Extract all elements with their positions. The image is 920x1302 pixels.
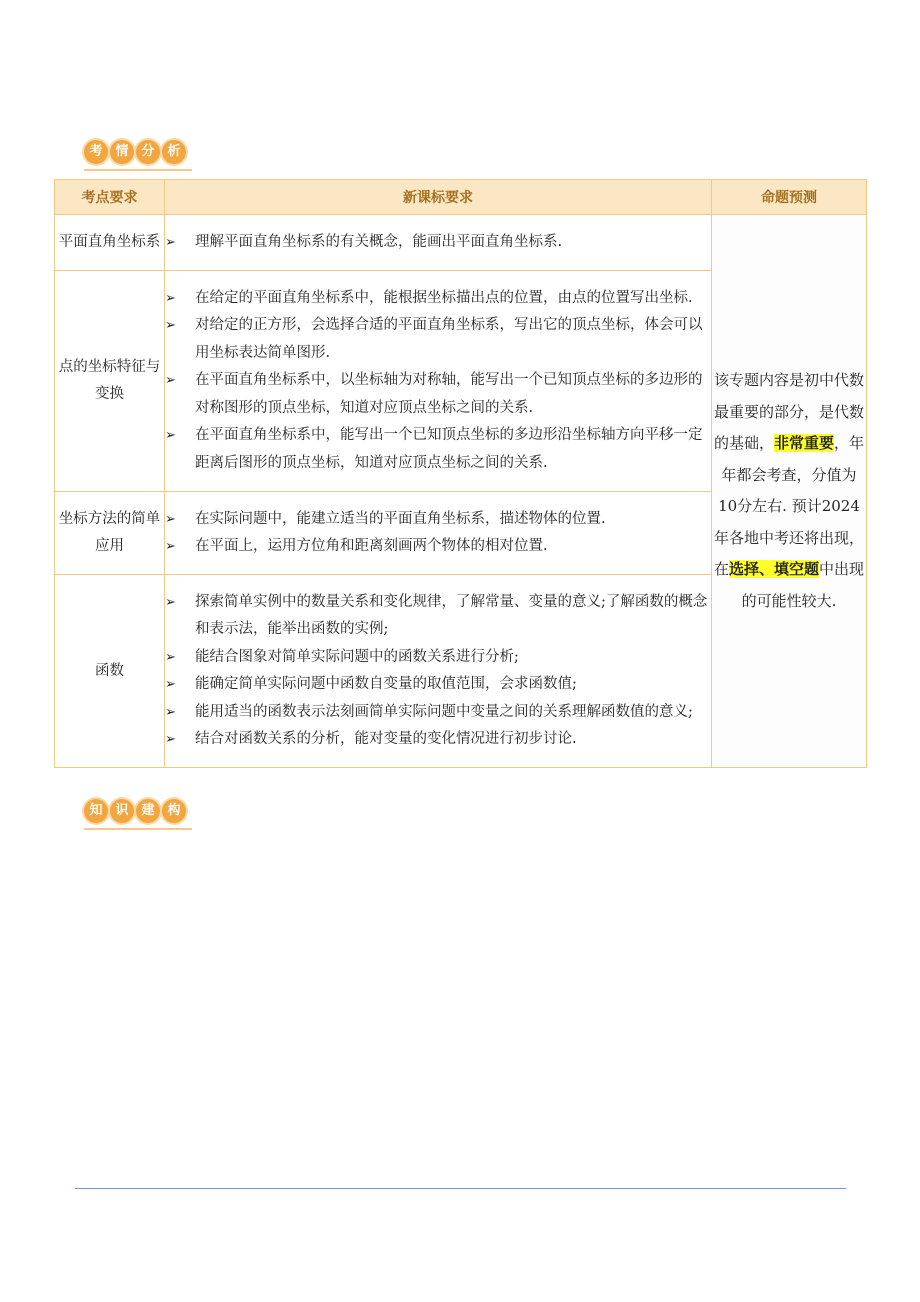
prediction-text: 中出现的可能性较大. xyxy=(741,560,865,610)
badge-char: 识 xyxy=(110,799,134,823)
table-row xyxy=(55,215,867,271)
arrow-bullet-icon: ➢ xyxy=(165,649,176,665)
requirement-text: 对给定的正方形，会选择合适的平面直角坐标系，写出它的顶点坐标，体会可以用坐标表达简单图形. xyxy=(195,317,703,361)
list-item xyxy=(165,644,711,672)
requirement-text: 结合对函数关系的分析，能对变量的变化情况进行初步讨论. xyxy=(195,731,577,747)
header-standards: 新课标要求 xyxy=(165,180,712,215)
list-item xyxy=(165,671,711,699)
topic-cell: 点的坐标特征与变换 xyxy=(55,271,165,492)
badge-underline xyxy=(84,828,192,830)
prediction-text: ，年年都会考查，分值为10分左右. 预计2024年各地中考还将出现，在 xyxy=(713,434,865,578)
requirements-cell xyxy=(165,271,712,492)
arrow-bullet-icon: ➢ xyxy=(165,290,176,306)
list-item xyxy=(165,533,711,561)
section-badge-analysis xyxy=(84,140,186,164)
table-header-row xyxy=(55,180,867,215)
footer-divider xyxy=(75,1188,846,1189)
topic-cell: 函数 xyxy=(55,575,165,768)
badge-char: 构 xyxy=(162,799,186,823)
badge-char: 建 xyxy=(136,799,160,823)
highlight-question-types: 选择、填空题 xyxy=(728,560,819,578)
list-item xyxy=(165,285,711,313)
section-badge-knowledge xyxy=(84,799,186,823)
arrow-bullet-icon: ➢ xyxy=(165,732,176,747)
requirement-text: 在平面直角坐标系中，能写出一个已知顶点坐标的多边形沿坐标轴方向平移一定距离后图形的顶点坐标，知道对应顶点坐标之间的关系. xyxy=(195,427,703,471)
badge-char: 考 xyxy=(84,140,108,164)
prediction-cell xyxy=(712,215,867,768)
prediction-text: 该专题内容是初中代数最重要的部分，是代数的基础， xyxy=(713,371,864,452)
requirements-cell xyxy=(165,575,712,768)
arrow-bullet-icon: ➢ xyxy=(165,677,176,692)
list-item xyxy=(165,589,711,644)
badge-char: 情 xyxy=(110,140,134,164)
badge-char: 析 xyxy=(162,140,186,164)
arrow-bullet-icon: ➢ xyxy=(165,511,176,527)
topic-cell: 平面直角坐标系 xyxy=(55,215,165,271)
requirement-text: 在实际问题中，能建立适当的平面直角坐标系，描述物体的位置. xyxy=(195,510,606,527)
requirement-text: 能结合图象对简单实际问题中的函数关系进行分析; xyxy=(195,648,519,665)
badge-underline xyxy=(84,169,192,171)
highlight-important: 非常重要 xyxy=(773,434,834,452)
requirement-text: 能确定简单实际问题中函数自变量的取值范围，会求函数值; xyxy=(195,676,577,692)
arrow-bullet-icon: ➢ xyxy=(165,428,176,444)
requirement-text: 在给定的平面直角坐标系中，能根据坐标描出点的位置，由点的位置写出坐标. xyxy=(195,289,693,306)
arrow-bullet-icon: ➢ xyxy=(165,318,176,334)
arrow-bullet-icon: ➢ xyxy=(165,373,176,389)
badge-char: 知 xyxy=(84,799,108,823)
requirement-text: 能用适当的函数表示法刻画简单实际问题中变量之间的关系理解函数值的意义; xyxy=(195,703,693,720)
requirements-cell xyxy=(165,492,712,575)
list-item xyxy=(165,229,711,257)
badge-char: 分 xyxy=(136,140,160,164)
exam-analysis-table xyxy=(54,179,867,768)
arrow-bullet-icon: ➢ xyxy=(165,234,176,250)
header-prediction: 命题预测 xyxy=(712,180,867,215)
list-item xyxy=(165,422,711,477)
arrow-bullet-icon: ➢ xyxy=(165,539,176,554)
header-topic: 考点要求 xyxy=(55,180,165,215)
requirements-cell xyxy=(165,215,712,271)
requirement-text: 在平面上，运用方位角和距离刻画两个物体的相对位置. xyxy=(195,538,548,554)
requirement-text: 在平面直角坐标系中，以坐标轴为对称轴，能写出一个已知顶点坐标的多边形的对称图形的顶点坐标，知道对应顶点坐标之间的关系. xyxy=(195,372,703,416)
requirement-text: 探索简单实例中的数量关系和变化规律，了解常量、变量的意义;了解函数的概念和表示法，能举出函数的实例; xyxy=(195,593,708,637)
arrow-bullet-icon: ➢ xyxy=(165,594,176,610)
list-item xyxy=(165,726,711,754)
list-item xyxy=(165,312,711,367)
list-item xyxy=(165,506,711,534)
requirement-text: 理解平面直角坐标系的有关概念，能画出平面直角坐标系. xyxy=(195,233,563,250)
list-item xyxy=(165,367,711,422)
topic-cell: 坐标方法的简单应用 xyxy=(55,492,165,575)
arrow-bullet-icon: ➢ xyxy=(165,704,176,720)
list-item xyxy=(165,699,711,727)
